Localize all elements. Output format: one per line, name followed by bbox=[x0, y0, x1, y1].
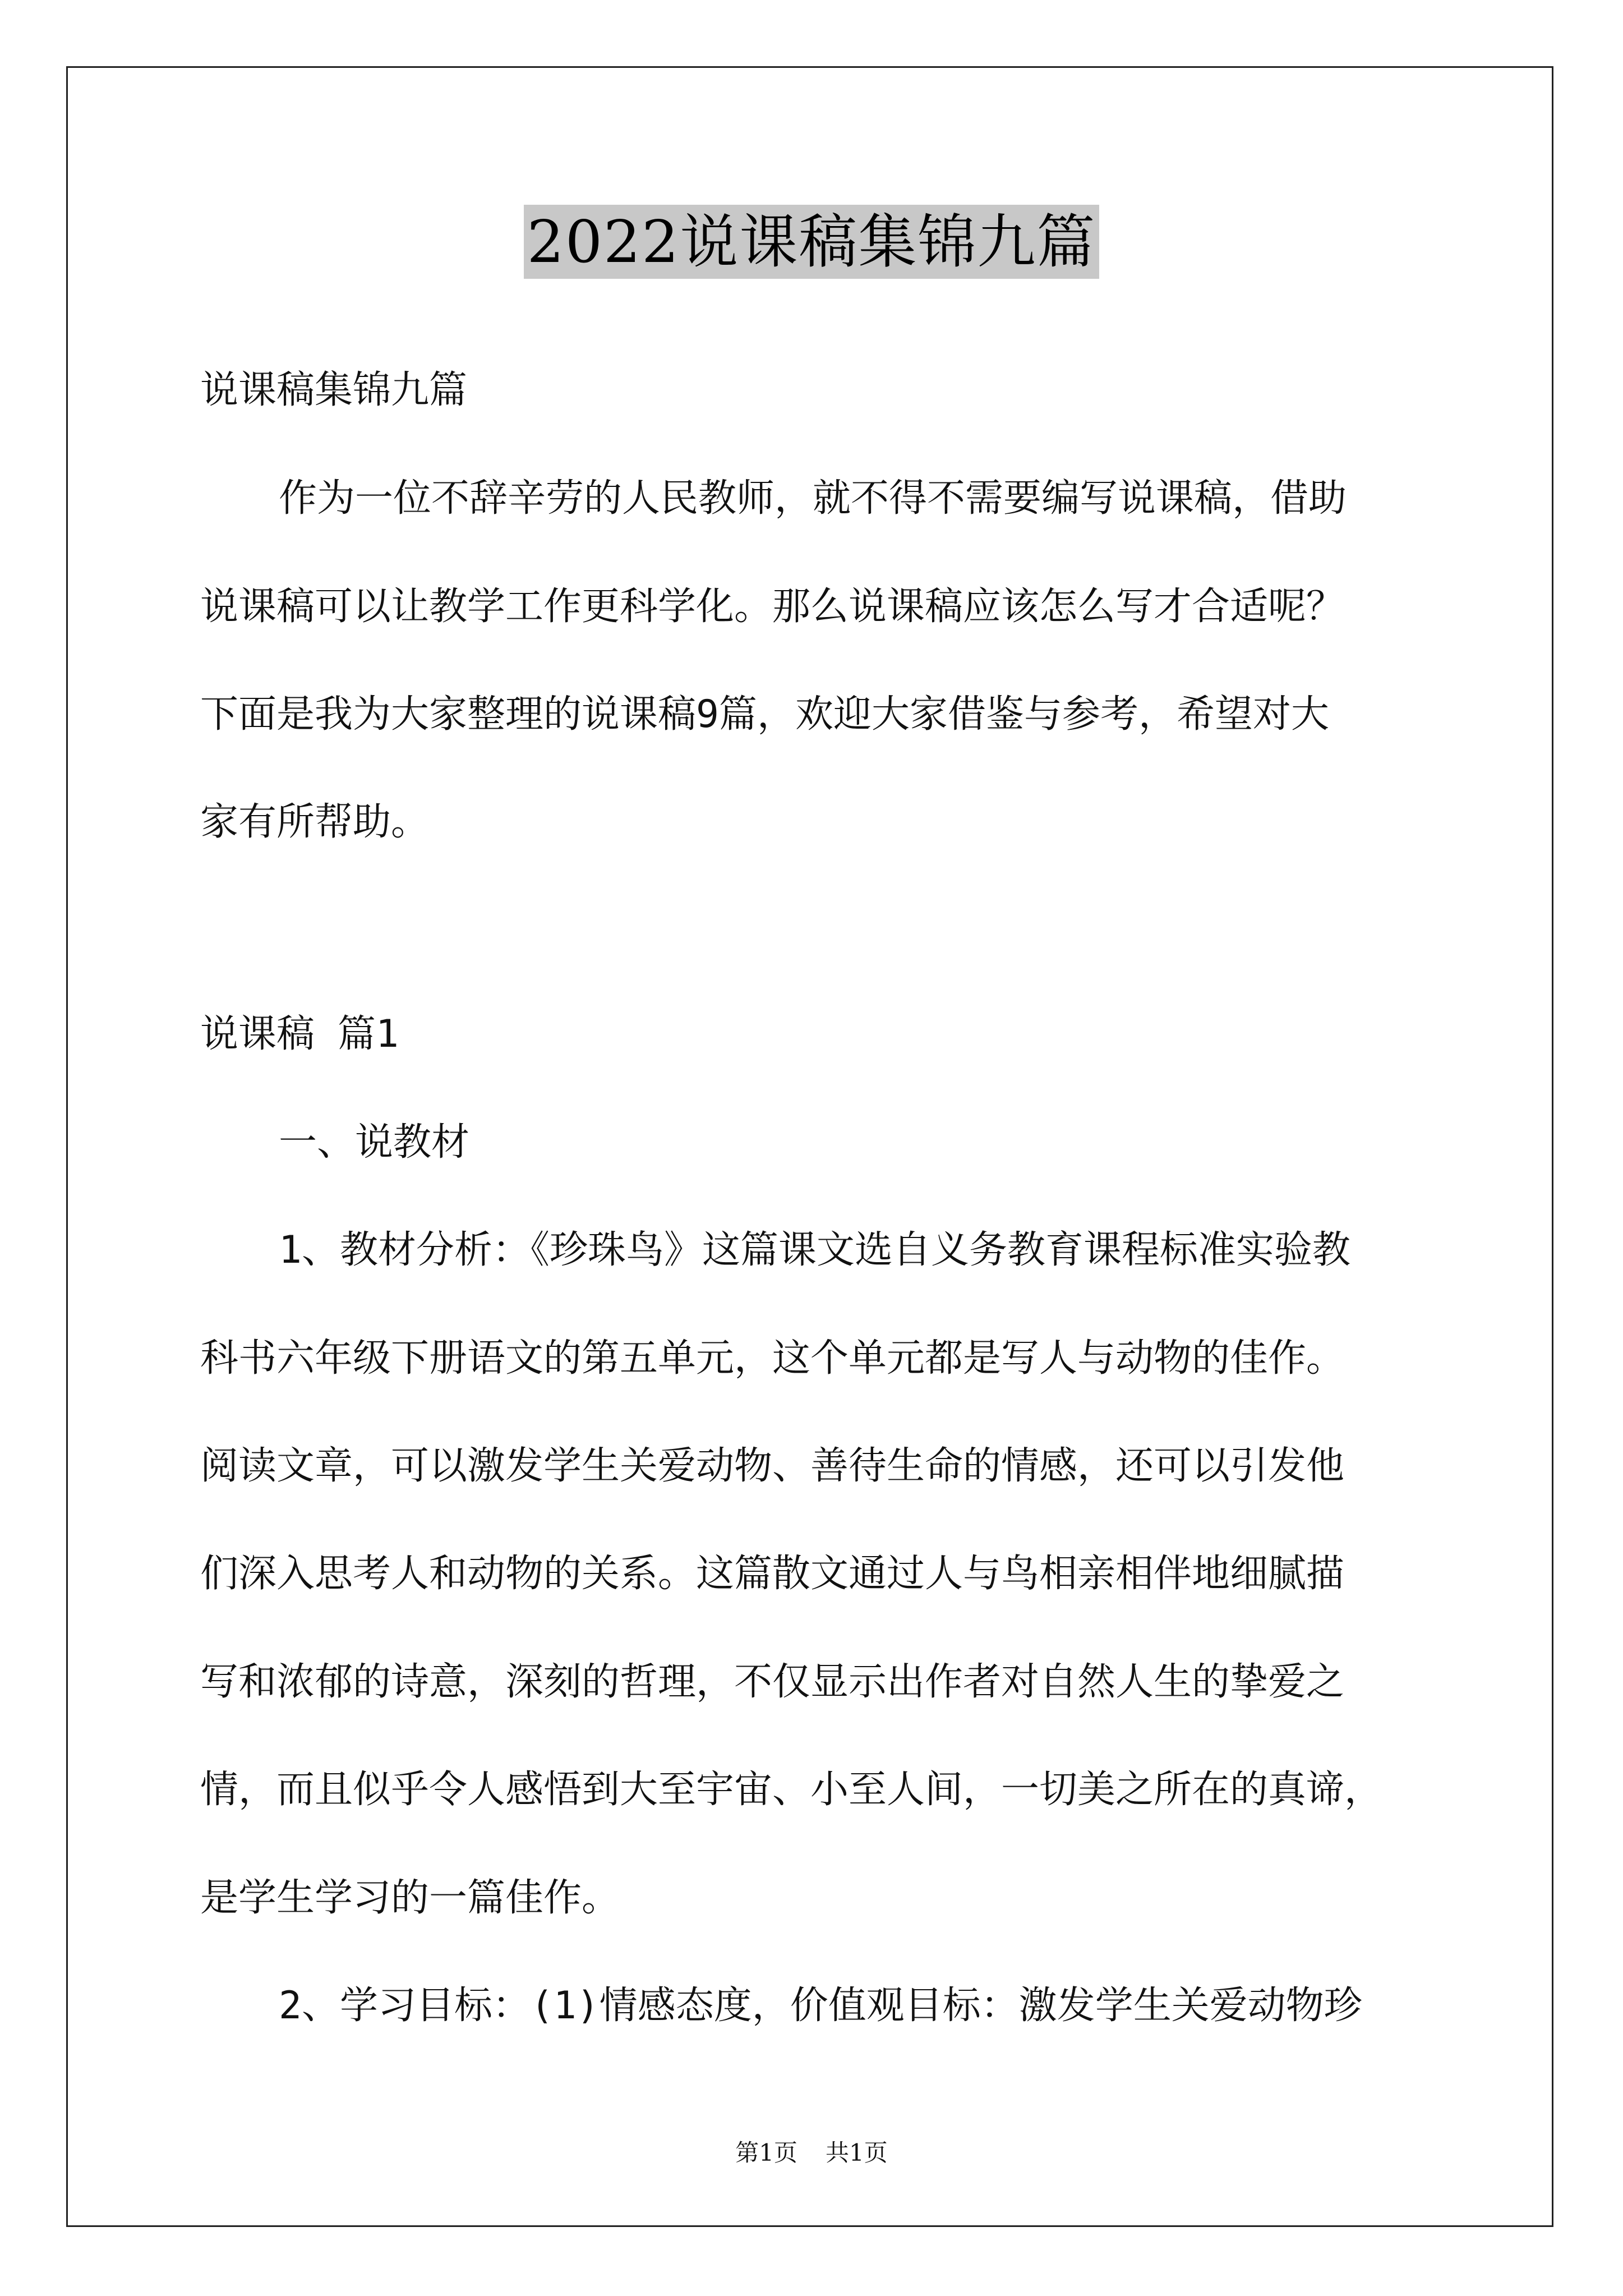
paragraph-line: 情，而且似乎令人感悟到大至宇宙、小至人间，一切美之所在的真谛， bbox=[200, 1768, 1383, 1812]
intro-line: 家有所帮助。 bbox=[200, 800, 430, 844]
page-number: 第1页 bbox=[735, 2139, 797, 2166]
paragraph-line: 们深入思考人和动物的关系。这篇散文通过人与鸟相亲相伴地细腻描 bbox=[200, 1552, 1345, 1596]
intro-line: 下面是我为大家整理的说课稿9篇，欢迎大家借鉴与参考，希望对大 bbox=[200, 692, 1329, 737]
intro-line: 作为一位不辞辛劳的人民教师，就不得不需要编写说课稿，借助 bbox=[279, 476, 1347, 521]
paragraph-line: 阅读文章，可以激发学生关爱动物、善待生命的情感，还可以引发他 bbox=[200, 1444, 1345, 1488]
paragraph-line: 1、教材分析：《珍珠鸟》这篇课文选自义务教育课程标准实验教 bbox=[279, 1228, 1350, 1272]
paragraph-line: 写和浓郁的诗意，深刻的哲理，不仅显示出作者对自然人生的挚爱之 bbox=[200, 1660, 1345, 1704]
paragraph-line: 2、学习目标：(1)情感态度，价值观目标：激发学生关爱动物珍 bbox=[279, 1984, 1362, 2028]
document-title-wrapper bbox=[0, 205, 1623, 279]
intro-line: 说课稿可以让教学工作更科学化。那么说课稿应该怎么写才合适呢？ bbox=[200, 585, 1345, 629]
paragraph-line: 科书六年级下册语文的第五单元，这个单元都是写人与动物的佳作。 bbox=[200, 1336, 1345, 1381]
section-heading: 说课稿 篇1 bbox=[200, 1012, 399, 1056]
page-footer bbox=[0, 2134, 1623, 2168]
page-total: 共1页 bbox=[826, 2139, 888, 2166]
sub-heading: 一、说教材 bbox=[279, 1120, 470, 1165]
paragraph-line: 是学生学习的一篇佳作。 bbox=[200, 1876, 620, 1920]
subtitle: 说课稿集锦九篇 bbox=[200, 368, 468, 412]
document-title: 2022说课稿集锦九篇 bbox=[524, 205, 1100, 279]
